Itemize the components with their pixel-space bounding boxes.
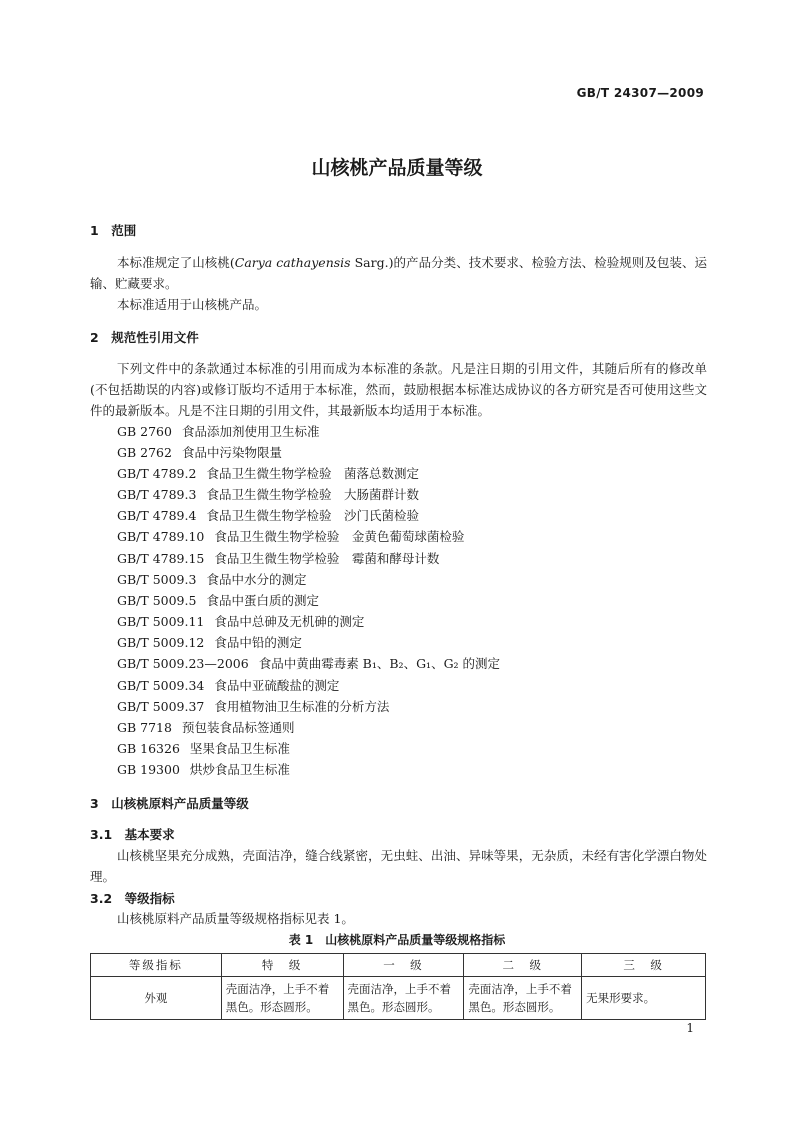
reference-item: GB/T 5009.11 食品中总砷及无机砷的测定 bbox=[117, 614, 365, 629]
table-caption: 表 1 山核桃原料产品质量等级规格指标 bbox=[288, 933, 506, 947]
table-cell: 无果形要求。 bbox=[582, 977, 706, 1020]
section-3-1-heading: 3.1 基本要求 bbox=[90, 827, 175, 842]
reference-item: GB 7718 预包装食品标签通则 bbox=[117, 720, 295, 735]
section-1-paragraph-2: 本标准适用于山核桃产品。 bbox=[117, 297, 268, 312]
table-row bbox=[91, 977, 706, 1020]
reference-item: GB/T 5009.37 食用植物油卫生标准的分析方法 bbox=[117, 699, 390, 714]
latin-name: Carya cathayensis bbox=[234, 255, 351, 270]
table-header-cell: 二 级 bbox=[464, 954, 582, 977]
reference-item: GB/T 5009.3 食品中水分的测定 bbox=[117, 572, 307, 587]
section-2-heading: 2 规范性引用文件 bbox=[90, 330, 199, 345]
grade-table bbox=[90, 953, 706, 1020]
table-header-cell: 等级指标 bbox=[91, 954, 222, 977]
table-header-cell: 三 级 bbox=[582, 954, 706, 977]
section-1-paragraph-1: 本标准规定了山核桃(Carya cathayensis Sarg.)的产品分类、技术要求、检验方法、检验规则及包装、运输、贮藏要求。 bbox=[90, 255, 707, 291]
reference-item: GB/T 4789.15 食品卫生微生物学检验 霉菌和酵母计数 bbox=[117, 551, 440, 566]
section-3-heading: 3 山核桃原料产品质量等级 bbox=[90, 796, 249, 811]
reference-item: GB 16326 坚果食品卫生标准 bbox=[117, 741, 290, 756]
reference-item: GB/T 5009.12 食品中铅的测定 bbox=[117, 635, 302, 650]
standard-code: GB/T 24307—2009 bbox=[576, 86, 704, 100]
reference-item: GB 2762 食品中污染物限量 bbox=[117, 445, 282, 460]
reference-item: GB 19300 烘炒食品卫生标准 bbox=[117, 762, 290, 777]
section-3-1-text: 山核桃坚果充分成熟，壳面洁净，缝合线紧密，无虫蛀、出油、异味等果，无杂质，未经有害化学漂白物处理。 bbox=[90, 848, 707, 884]
reference-item: GB/T 5009.23—2006 食品中黄曲霉毒素 B₁、B₂、G₁、G₂ 的测定 bbox=[117, 656, 501, 671]
table-header-cell: 一 级 bbox=[343, 954, 464, 977]
reference-item: GB/T 5009.34 食品中亚硫酸盐的测定 bbox=[117, 678, 340, 693]
reference-item: GB/T 4789.3 食品卫生微生物学检验 大肠菌群计数 bbox=[117, 487, 419, 502]
document-title: 山核桃产品质量等级 bbox=[311, 157, 483, 179]
table-cell: 壳面洁净，上手不着黑色。形态圆形。 bbox=[343, 977, 464, 1020]
reference-item: GB/T 5009.5 食品中蛋白质的测定 bbox=[117, 593, 319, 608]
table-row-label: 外观 bbox=[91, 977, 222, 1020]
page-number: 1 bbox=[686, 1021, 694, 1035]
section-3-2-heading: 3.2 等级指标 bbox=[90, 891, 175, 906]
reference-item: GB 2760 食品添加剂使用卫生标准 bbox=[117, 424, 320, 439]
reference-item: GB/T 4789.2 食品卫生微生物学检验 菌落总数测定 bbox=[117, 466, 419, 481]
table-header-cell: 特 级 bbox=[221, 954, 343, 977]
table-cell: 壳面洁净，上手不着黑色。形态圆形。 bbox=[221, 977, 343, 1020]
section-2-intro: 下列文件中的条款通过本标准的引用而成为本标准的条款。凡是注日期的引用文件，其随后所有的修改单(不包括勘误的内容)或修订版均不适用于本标准，然而，鼓励根据本标准达成协议的各方研究是否可使用这些文件的最新版本。凡是不注日期的引用文件，其最新版本均适用于本标准。 bbox=[90, 361, 707, 418]
section-1-heading: 1 范围 bbox=[90, 223, 137, 238]
table-cell: 壳面洁净，上手不着黑色。形态圆形。 bbox=[464, 977, 582, 1020]
section-3-2-text: 山核桃原料产品质量等级规格指标见表 1。 bbox=[117, 911, 354, 926]
table-header-row bbox=[91, 954, 706, 977]
reference-item: GB/T 4789.4 食品卫生微生物学检验 沙门氏菌检验 bbox=[117, 508, 419, 523]
reference-item: GB/T 4789.10 食品卫生微生物学检验 金黄色葡萄球菌检验 bbox=[117, 529, 465, 544]
